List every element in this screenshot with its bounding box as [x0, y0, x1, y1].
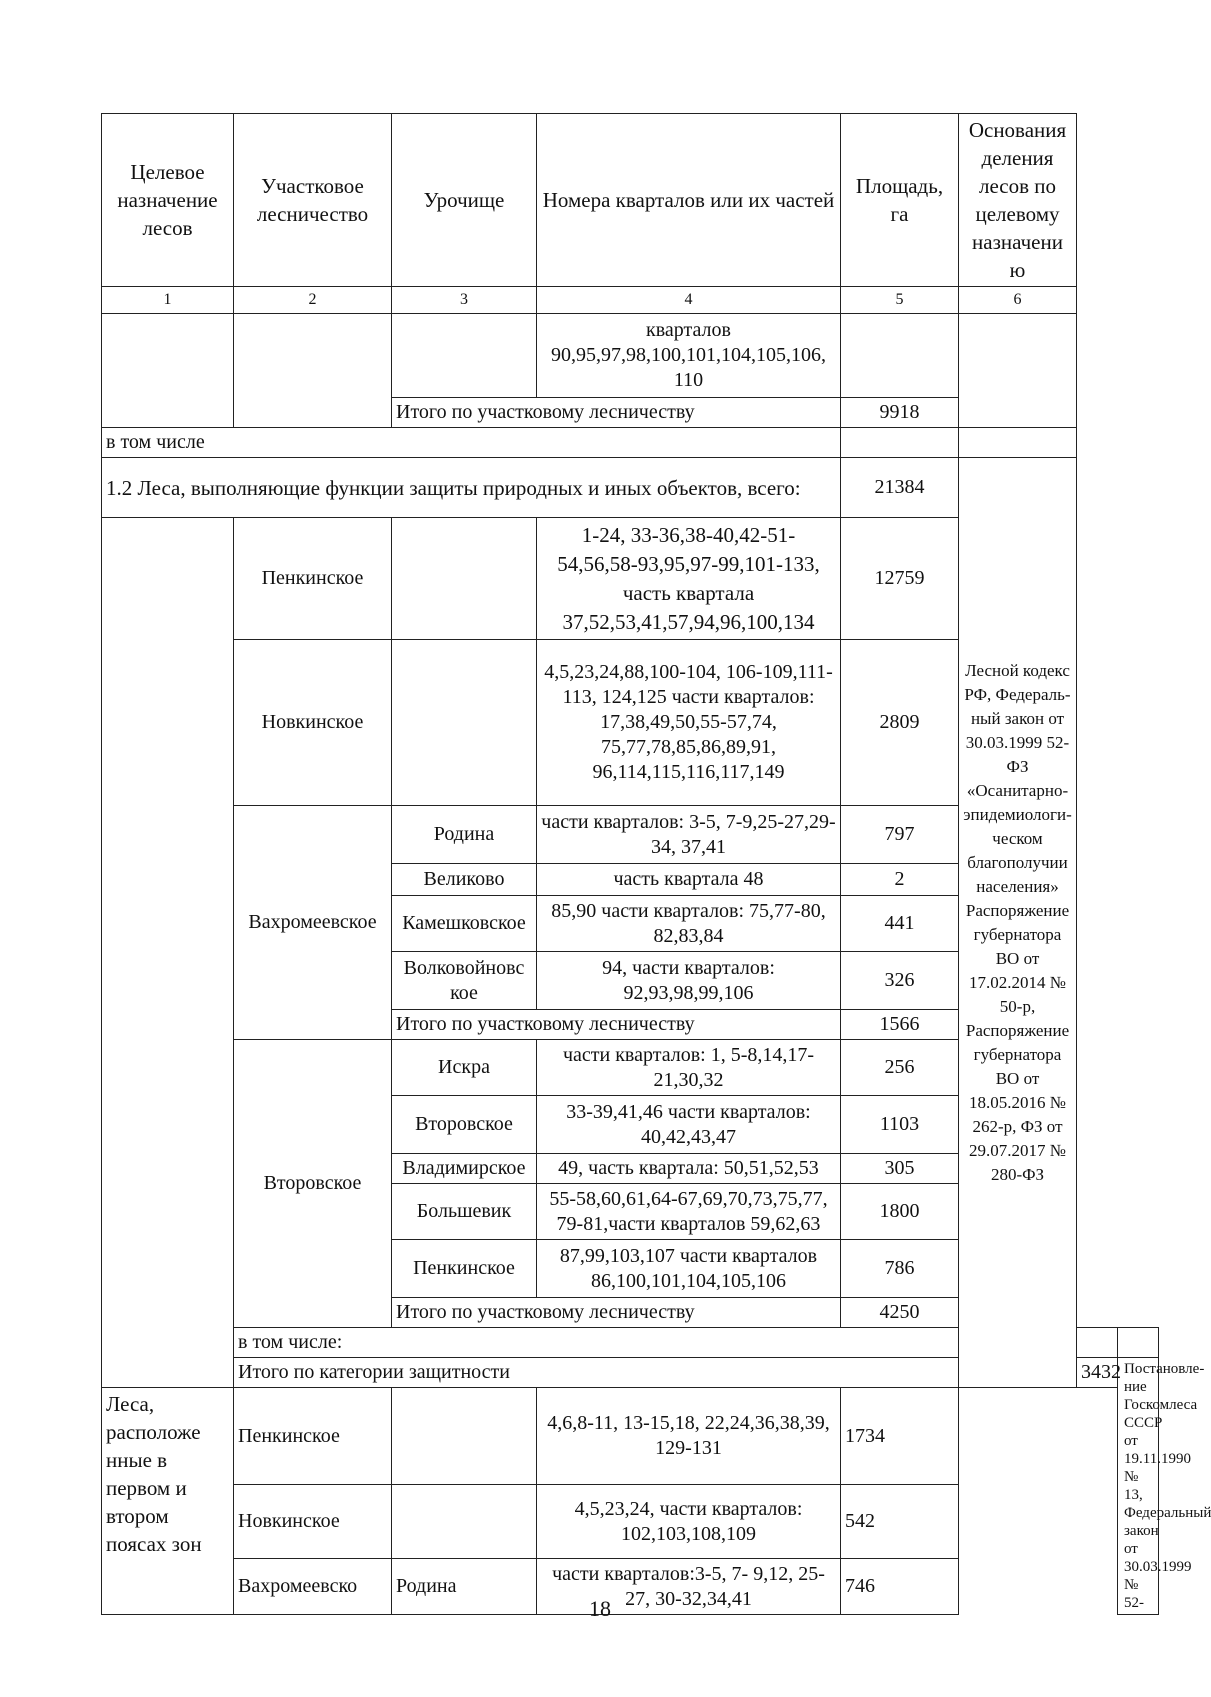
header-tract: Урочище — [392, 114, 537, 287]
column-number-row — [102, 287, 1159, 314]
category-row — [102, 458, 1159, 518]
quarters-cell: 1-24, 33-36,38-40,42-51- 54,56,58-93,95,97-99,101-133, часть квартала 37,52,53,41,57,94,96,100,134 — [537, 518, 841, 640]
area-cell: 441 — [841, 896, 959, 952]
tract-name: Родина — [392, 806, 537, 864]
area-cell: 21384 — [841, 458, 959, 518]
quarters-cell: 49, часть квартала: 50,51,52,53 — [537, 1154, 841, 1184]
area-cell: 256 — [841, 1040, 959, 1096]
tract-name: Искра — [392, 1040, 537, 1096]
quarters-cell: 4,5,23,24,88,100-104, 106-109,111-113, 124,125 части кварталов: 17,38,49,50,55-57,74, 75,77,78,85,86,89,91, 96,114,115,116,117,149 — [537, 640, 841, 806]
legal-basis-zone: Постановле- ние Госкомлеса СССР от 19.11.1990 № 13, Федеральный закон от 30.03.1999 № 52- — [1118, 1358, 1159, 1615]
area-cell: 12759 — [841, 518, 959, 640]
tract-name: Родина — [392, 1559, 537, 1615]
column-number: 3 — [392, 287, 537, 314]
district-name: Пенкинское — [234, 1388, 392, 1485]
column-number: 4 — [537, 287, 841, 314]
area-cell: 542 — [841, 1485, 959, 1559]
table-row — [102, 428, 1159, 458]
area-cell: 1800 — [841, 1184, 959, 1240]
district-name: Второвское — [234, 1040, 392, 1328]
area-cell: 9918 — [841, 398, 959, 428]
tract-name: Владимирское — [392, 1154, 537, 1184]
quarters-cell: 33-39,41,46 части кварталов: 40,42,43,47 — [537, 1096, 841, 1154]
quarters-cell: 4,5,23,24, части кварталов: 102,103,108,109 — [537, 1485, 841, 1559]
quarters-cell: части кварталов: 1, 5-8,14,17- 21,30,32 — [537, 1040, 841, 1096]
district-name: Вахромеевско — [234, 1559, 392, 1615]
area-cell: 2 — [841, 864, 959, 896]
area-cell: 305 — [841, 1154, 959, 1184]
quarters-cell: 85,90 части кварталов: 75,77-80, 82,83,84 — [537, 896, 841, 952]
header-basis: Основания деления лесов по целевому назначени ю — [959, 114, 1077, 287]
district-name: Новкинское — [234, 640, 392, 806]
page-number: 18 — [589, 1596, 611, 1621]
tract-name: Камешковское — [392, 896, 537, 952]
column-number: 6 — [959, 287, 1077, 314]
area-cell: 1734 — [841, 1388, 959, 1485]
header-area: Площадь, га — [841, 114, 959, 287]
tract-name: Великово — [392, 864, 537, 896]
area-cell: 786 — [841, 1240, 959, 1298]
area-cell: 1103 — [841, 1096, 959, 1154]
area-cell: 797 — [841, 806, 959, 864]
quarters-cell: 87,99,103,107 части кварталов 86,100,101,104,105,106 — [537, 1240, 841, 1298]
column-number: 5 — [841, 287, 959, 314]
forest-purpose-table — [101, 113, 1211, 1615]
subtotal-label: Итого по участковому лесничеству — [392, 398, 841, 428]
area-cell: 326 — [841, 952, 959, 1010]
quarters-cell: 94, части кварталов: 92,93,98,99,106 — [537, 952, 841, 1010]
quarters-cell: части кварталов:3-5, 7- 9,12, 25-27, 30-32,34,41 — [537, 1559, 841, 1615]
tract-name: Большевик — [392, 1184, 537, 1240]
quarters-cell: 4,6,8-11, 13-15,18, 22,24,36,38,39, 129-131 — [537, 1388, 841, 1485]
header-row — [102, 114, 1159, 287]
table-row — [102, 1388, 1159, 1485]
header-quarters: Номера кварталов или их частей — [537, 114, 841, 287]
zone-category-label: Леса, расположе нные в первом и втором поясах зон — [102, 1388, 234, 1615]
header-district: Участковое лесничество — [234, 114, 392, 287]
quarters-cell: кварталов 90,95,97,98,100,101,104,105,106, 110 — [537, 314, 841, 398]
table-row — [102, 314, 1159, 398]
subtotal-label: Итого по участковому лесничеству — [392, 1298, 841, 1328]
column-number: 1 — [102, 287, 234, 314]
district-name: Пенкинское — [234, 518, 392, 640]
tract-name: Второвское — [392, 1096, 537, 1154]
area-cell: 1566 — [841, 1010, 959, 1040]
district-name: Вахромеевское — [234, 806, 392, 1040]
area-cell: 2809 — [841, 640, 959, 806]
area-cell: 746 — [841, 1559, 959, 1615]
quarters-cell: часть квартала 48 — [537, 864, 841, 896]
area-cell: 3432 — [1077, 1358, 1118, 1388]
area-cell: 4250 — [841, 1298, 959, 1328]
subtotal-label: Итого по участковому лесничеству — [392, 1010, 841, 1040]
quarters-cell: части кварталов: 3-5, 7-9,25-27,29-34, 37,41 — [537, 806, 841, 864]
legal-basis: Лесной кодекс РФ, Федераль- ный закон от 30.03.1999 52-ФЗ «Осанитарно- эпидемиологи- ческом благополучии населения» Распоряжение губернатора ВО от 17.02.2014 № 50-р, Распоряжение губернатора ВО от 18.05.2016 № 262-р, ФЗ от 29.07.2017 № 280-ФЗ — [959, 458, 1077, 1388]
quarters-cell: 55-58,60,61,64-67,69,70,73,75,77, 79-81,части кварталов 59,62,63 — [537, 1184, 841, 1240]
header-target-purpose: Целевое назначение лесов — [102, 114, 234, 287]
category-label: 1.2 Леса, выполняющие функции защиты природных и иных объектов, всего: — [102, 458, 841, 518]
column-number: 2 — [234, 287, 392, 314]
tract-name: Волковойновс кое — [392, 952, 537, 1010]
district-name: Новкинское — [234, 1485, 392, 1559]
including-label: в том числе — [102, 428, 841, 458]
table-row — [102, 1485, 1159, 1559]
including-label: в том числе: — [234, 1328, 959, 1358]
category-total-label: Итого по категории защитности — [234, 1358, 959, 1388]
tract-name: Пенкинское — [392, 1240, 537, 1298]
document-page — [101, 113, 1211, 1615]
